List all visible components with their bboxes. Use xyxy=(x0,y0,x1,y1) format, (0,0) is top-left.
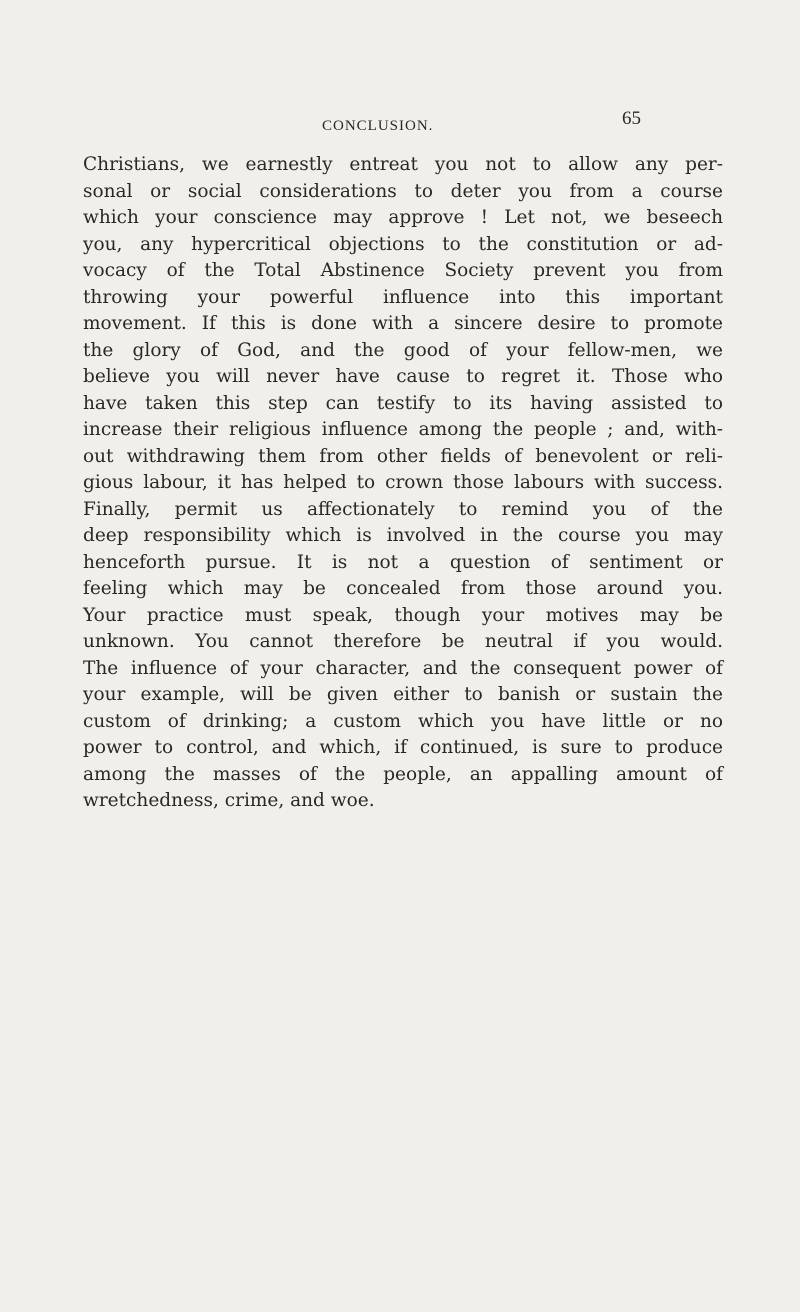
text-line: movement. If this is done with a sincere desire to promote xyxy=(83,313,723,334)
text-line: Finally, permit us affectionately to remind you of the xyxy=(83,498,723,520)
text-line: henceforth pursue. It is not a question of sentiment or xyxy=(83,551,723,573)
text-line: out withdrawing them from other fields of benevolent or reli- xyxy=(83,445,723,467)
text-line: feeling which may be concealed from those around you. xyxy=(83,578,723,599)
text-line: which your conscience may approve ! Let not, we beseech xyxy=(83,207,723,228)
page-number: 65 xyxy=(622,108,641,129)
text-line: custom of drinking; a custom which you have little or no xyxy=(83,710,723,732)
text-line: wretchedness, crime, and woe. xyxy=(83,790,375,811)
running-head: CONCLUSION. xyxy=(322,118,434,134)
text-line: increase their religious influence among the people ; and, with- xyxy=(83,419,723,440)
text-line: sonal or social considerations to deter you from a course xyxy=(83,180,723,202)
text-line: power to control, and which, if continued, is sure to produce xyxy=(83,737,723,758)
text-line: Your practice must speak, though your motives may be xyxy=(83,604,723,626)
text-line: throwing your powerful influence into this important xyxy=(83,286,723,308)
text-line: you, any hypercritical objections to the constitution or ad- xyxy=(83,233,723,255)
text-line: vocacy of the Total Abstinence Society prevent you from xyxy=(83,260,723,281)
text-line: believe you will never have cause to regret it. Those who xyxy=(83,366,723,387)
text-line: The influence of your character, and the consequent power of xyxy=(83,657,723,679)
text-line: gious labour, it has helped to crown those labours with success. xyxy=(83,472,723,493)
text-line: unknown. You cannot therefore be neutral if you would. xyxy=(83,631,723,652)
text-line: the glory of God, and the good of your fellow-men, we xyxy=(83,339,723,361)
body-paragraph xyxy=(83,152,723,815)
text-line: among the masses of the people, an appalling amount of xyxy=(83,763,723,785)
text-line: Christians, we earnestly entreat you not to allow any per- xyxy=(83,154,723,175)
text-line: have taken this step can testify to its having assisted to xyxy=(83,392,723,414)
text-line: deep responsibility which is involved in the course you may xyxy=(83,525,723,546)
text-line: your example, will be given either to banish or sustain the xyxy=(83,684,723,705)
